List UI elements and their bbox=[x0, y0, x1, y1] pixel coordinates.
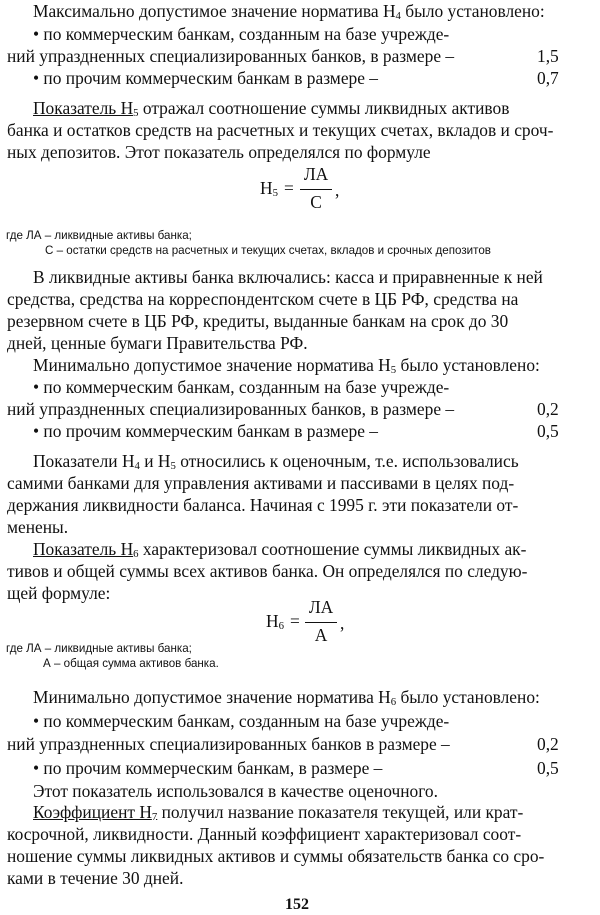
h4-intro-sub: 4 bbox=[395, 9, 401, 22]
h5-definition-line2: банка и остатков средств на расчетных и текущих счетах, вкладов и сроч- bbox=[7, 120, 554, 140]
formula-h6-comma: , bbox=[340, 613, 345, 633]
legend-h6-line1: где ЛА – ликвидные активы банка; bbox=[6, 642, 192, 655]
formula-h5-fraction-bar bbox=[300, 189, 332, 190]
liquid-assets-line3: резервном счете в ЦБ РФ, кредиты, выданные банкам на срок до 30 bbox=[7, 311, 509, 331]
h6-bullet1-line2: ний упраздненных специализированных банков в размере – bbox=[7, 734, 450, 754]
formula-h6-fraction-bar bbox=[305, 622, 337, 623]
formula-h6-lhs: $Н_6$ bbox=[266, 611, 284, 632]
h5-definition-line3: ных депозитов. Этот показатель определялся по формуле bbox=[7, 142, 431, 162]
formula-h6-equals: = bbox=[290, 611, 300, 631]
h7-definition-line2: косрочной, ликвидности. Данный коэффициент характеризовал соот- bbox=[7, 824, 522, 844]
h5-bullet1-line1: • по коммерческим банкам, созданным на базе учрежде- bbox=[33, 377, 450, 397]
h7-definition-line1: Коэффициент $Н_7$ получил название показателя текущей, или крат- bbox=[33, 802, 524, 823]
liquid-assets-line1: В ликвидные активы банка включались: касса и приравненные к ней bbox=[33, 267, 543, 287]
h4-bullet2-value: 0,7 bbox=[537, 68, 559, 88]
h7-definition-line4: ками в течение 30 дней. bbox=[7, 868, 184, 888]
evaluative-line1: Показатели $Н_4$ и $Н_5$ относились к оценочным, т.е. использовались bbox=[33, 451, 519, 472]
formula-h5-equals: = bbox=[284, 178, 294, 198]
formula-h5-numerator: ЛА bbox=[303, 164, 329, 184]
h6-bullet2-line: • по прочим коммерческим банкам, в размере – bbox=[33, 758, 383, 778]
formula-h6-numerator: ЛА bbox=[308, 597, 334, 617]
liquid-assets-line2: средства, средства на корреспондентском счете в ЦБ РФ, средства на bbox=[7, 289, 519, 309]
evaluative-line2: самими банками для управления активами и пассивами в целях под- bbox=[7, 473, 515, 493]
page-number: 152 bbox=[285, 896, 309, 913]
formula-h5-lhs: $Н_5$ bbox=[260, 178, 278, 199]
h5-bullet1-value: 0,2 bbox=[537, 399, 559, 419]
legend-h5-line1: где ЛА – ликвидные активы банка; bbox=[6, 229, 192, 242]
h6-definition-line1: Показатель $Н_6$ характеризовал соотношение суммы ликвидных ак- bbox=[33, 539, 527, 560]
formula-h6-denominator: А bbox=[314, 625, 328, 645]
h4-intro-line bbox=[33, 0, 545, 22]
h6-bullet1-line1: • по коммерческим банкам, созданным на базе учрежде- bbox=[33, 711, 450, 731]
evaluative-line4: менены. bbox=[7, 517, 69, 537]
h4-bullet1-line1: • по коммерческим банкам, созданным на базе учрежде- bbox=[33, 24, 450, 44]
h5-definition-line1: Показатель $Н_5$ отражал соотношение суммы ликвидных активов bbox=[33, 98, 510, 119]
h4-intro-text: Максимально допустимое значение норматива Н bbox=[33, 1, 396, 21]
h4-bullet1-value: 1,5 bbox=[537, 46, 559, 66]
legend-h6-line2: А – общая сумма активов банка. bbox=[43, 657, 219, 670]
liquid-assets-line4: дней, ценные бумаги Правительства РФ. bbox=[7, 333, 308, 353]
h6-intro-line: Минимально допустимое значение норматива $Н_6$ было установлено: bbox=[33, 687, 540, 708]
h5-bullet2-value: 0,5 bbox=[537, 421, 559, 441]
h4-bullet1-line2: ний упраздненных специализированных банков, в размере – bbox=[7, 46, 455, 66]
h6-bullet2-value: 0,5 bbox=[537, 758, 559, 778]
h6-definition-line2: тивов и общей суммы всех активов банка. Он определялся по следую- bbox=[7, 561, 528, 581]
evaluative-line3: держания ликвидности баланса. Начиная с 1995 г. эти показатели от- bbox=[7, 495, 519, 515]
h4-bullet2-line: • по прочим коммерческим банкам в размере – bbox=[33, 68, 378, 88]
h5-label: Показатель $Н_5$ bbox=[33, 98, 139, 119]
h6-bullet1-value: 0,2 bbox=[537, 734, 559, 754]
formula-h5-comma: , bbox=[335, 180, 340, 200]
h5-bullet1-line2: ний упраздненных специализированных банков, в размере – bbox=[7, 399, 455, 419]
h6-label: Показатель $Н_6$ bbox=[33, 539, 139, 560]
h5-bullet2-line: • по прочим коммерческим банкам в размере – bbox=[33, 421, 378, 441]
h4-intro-end: было установлено: bbox=[400, 1, 545, 21]
h5-intro-line: Минимально допустимое значение норматива $Н_5$ было установлено: bbox=[33, 355, 540, 376]
legend-h5-line2: С – остатки средств на расчетных и текущих счетах, вкладов и срочных депозитов bbox=[45, 244, 491, 257]
formula-h5-denominator: С bbox=[310, 192, 322, 212]
h6-definition-line3: щей формуле: bbox=[7, 583, 111, 603]
h7-definition-line3: ношение суммы ликвидных активов и суммы обязательств банка со сро- bbox=[7, 846, 545, 866]
h7-label: Коэффициент $Н_7$ bbox=[33, 802, 158, 823]
h6-evaluative-line: Этот показатель использовался в качестве оценочного. bbox=[33, 781, 438, 801]
